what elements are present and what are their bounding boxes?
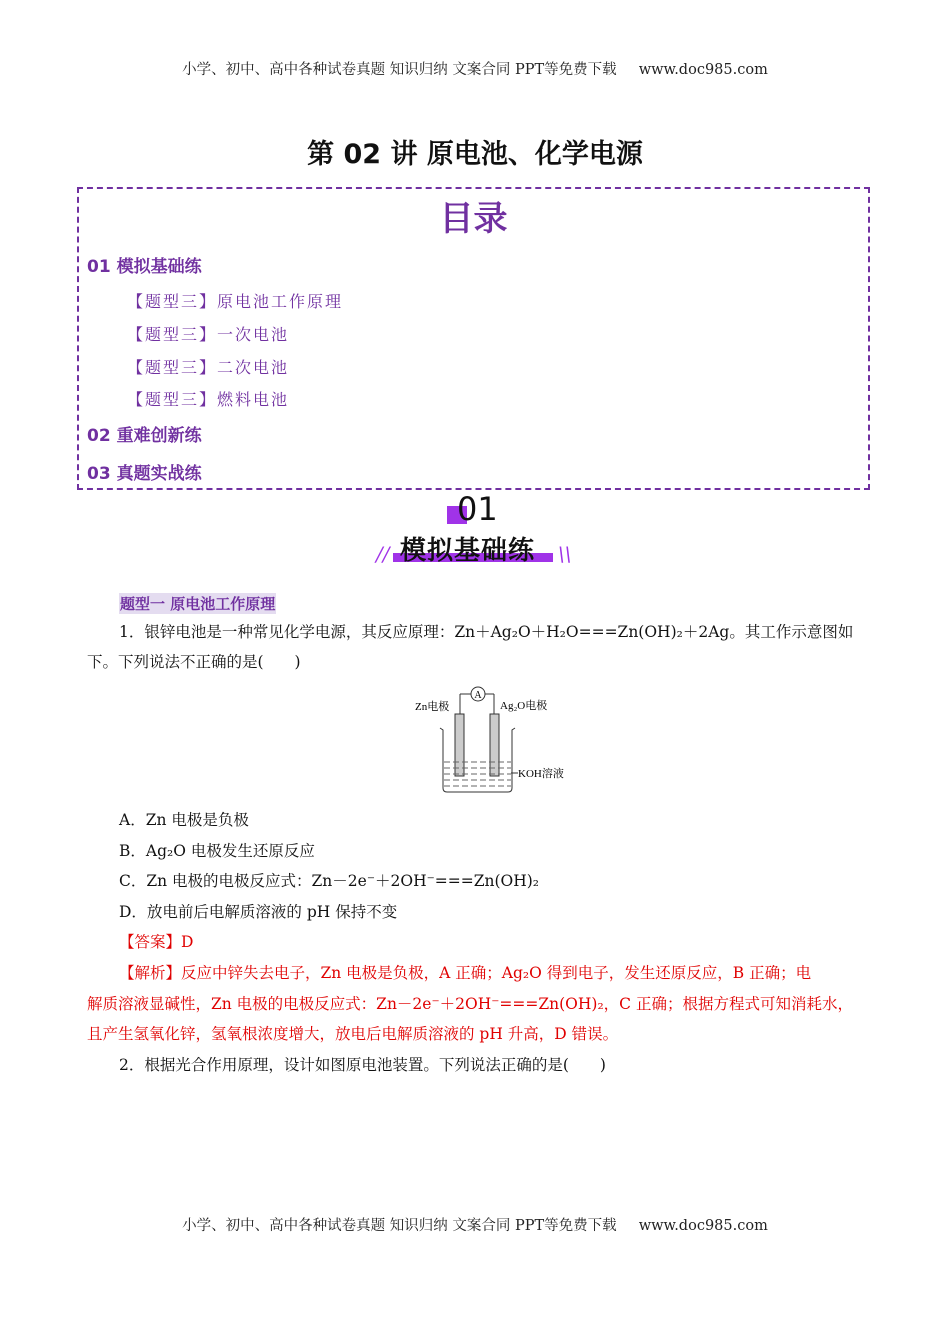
toc-title: 目录 bbox=[439, 199, 508, 239]
question-1-stem: 1．银锌电池是一种常见化学电源，其反应原理：Zn＋Ag₂O＋H₂O===Zn(OH)₂＋2Ag。其工作示意图如 bbox=[119, 623, 854, 641]
zn-electrode bbox=[455, 714, 464, 776]
header-text: 小学、初中、高中各种试卷真题 知识归纳 文案合同 PPT等免费下载 bbox=[182, 62, 617, 78]
ag2o-electrode bbox=[490, 714, 499, 776]
beaker bbox=[440, 728, 515, 792]
header-url[interactable]: www.doc985.com bbox=[638, 62, 768, 78]
answer: 【答案】D bbox=[119, 933, 194, 951]
section-name: 模拟基础练 bbox=[400, 536, 536, 566]
footer-text: 小学、初中、高中各种试卷真题 知识归纳 文案合同 PPT等免费下载 bbox=[182, 1218, 617, 1234]
slash-decoration-left: // bbox=[376, 542, 390, 566]
toc-item-01[interactable]: 01 模拟基础练 bbox=[87, 257, 202, 277]
toc-subitem[interactable]: 【题型三】一次电池 bbox=[127, 325, 290, 344]
section-number: 01 bbox=[457, 490, 498, 528]
toc-subitem[interactable]: 【题型三】二次电池 bbox=[127, 358, 290, 377]
page-footer bbox=[0, 1214, 950, 1235]
koh-solution-label: KOH溶液 bbox=[518, 768, 564, 780]
question-2-stem: 2．根据光合作用原理，设计如图原电池装置。下列说法正确的是( ) bbox=[119, 1056, 606, 1074]
page-header bbox=[0, 58, 950, 79]
option-d: D．放电前后电解质溶液的 pH 保持不变 bbox=[119, 903, 398, 921]
toc-subitem[interactable]: 【题型三】原电池工作原理 bbox=[127, 292, 344, 311]
page-title: 第 02 讲 原电池、化学电源 bbox=[307, 139, 643, 170]
analysis-line: 且产生氢氧化锌，氢氧根浓度增大，放电后电解质溶液的 pH 升高，D 错误。 bbox=[87, 1025, 619, 1043]
question-1-stem-cont: 下。下列说法不正确的是( ) bbox=[87, 653, 301, 671]
toc-item-03[interactable]: 03 真题实战练 bbox=[87, 464, 202, 484]
ammeter-label: A bbox=[474, 690, 482, 701]
question-type-heading: 题型一 原电池工作原理 bbox=[120, 595, 276, 613]
analysis-line: 解质溶液显碱性，Zn 电极的电极反应式：Zn－2e⁻＋2OH⁻===Zn(OH)₂，C 正确；根据方程式可知消耗水， bbox=[87, 995, 853, 1013]
toc-item-02[interactable]: 02 重难创新练 bbox=[87, 426, 202, 446]
footer-url[interactable]: www.doc985.com bbox=[638, 1218, 768, 1234]
analysis-line: 【解析】反应中锌失去电子，Zn 电极是负极，A 正确；Ag₂O 得到电子，发生还原反应，B 正确；电 bbox=[119, 964, 812, 982]
battery-diagram bbox=[410, 684, 580, 796]
table-of-contents bbox=[77, 187, 870, 490]
zn-electrode-label: Zn电极 bbox=[415, 701, 450, 713]
slash-decoration-right: \\ bbox=[558, 542, 572, 566]
ag2o-electrode-label: Ag₂O电极 bbox=[500, 700, 548, 712]
option-c: C．Zn 电极的电极反应式：Zn－2e⁻＋2OH⁻===Zn(OH)₂ bbox=[119, 872, 540, 890]
option-a: A．Zn 电极是负极 bbox=[119, 811, 249, 829]
option-b: B．Ag₂O 电极发生还原反应 bbox=[119, 842, 315, 860]
toc-subitem[interactable]: 【题型三】燃料电池 bbox=[127, 390, 290, 409]
